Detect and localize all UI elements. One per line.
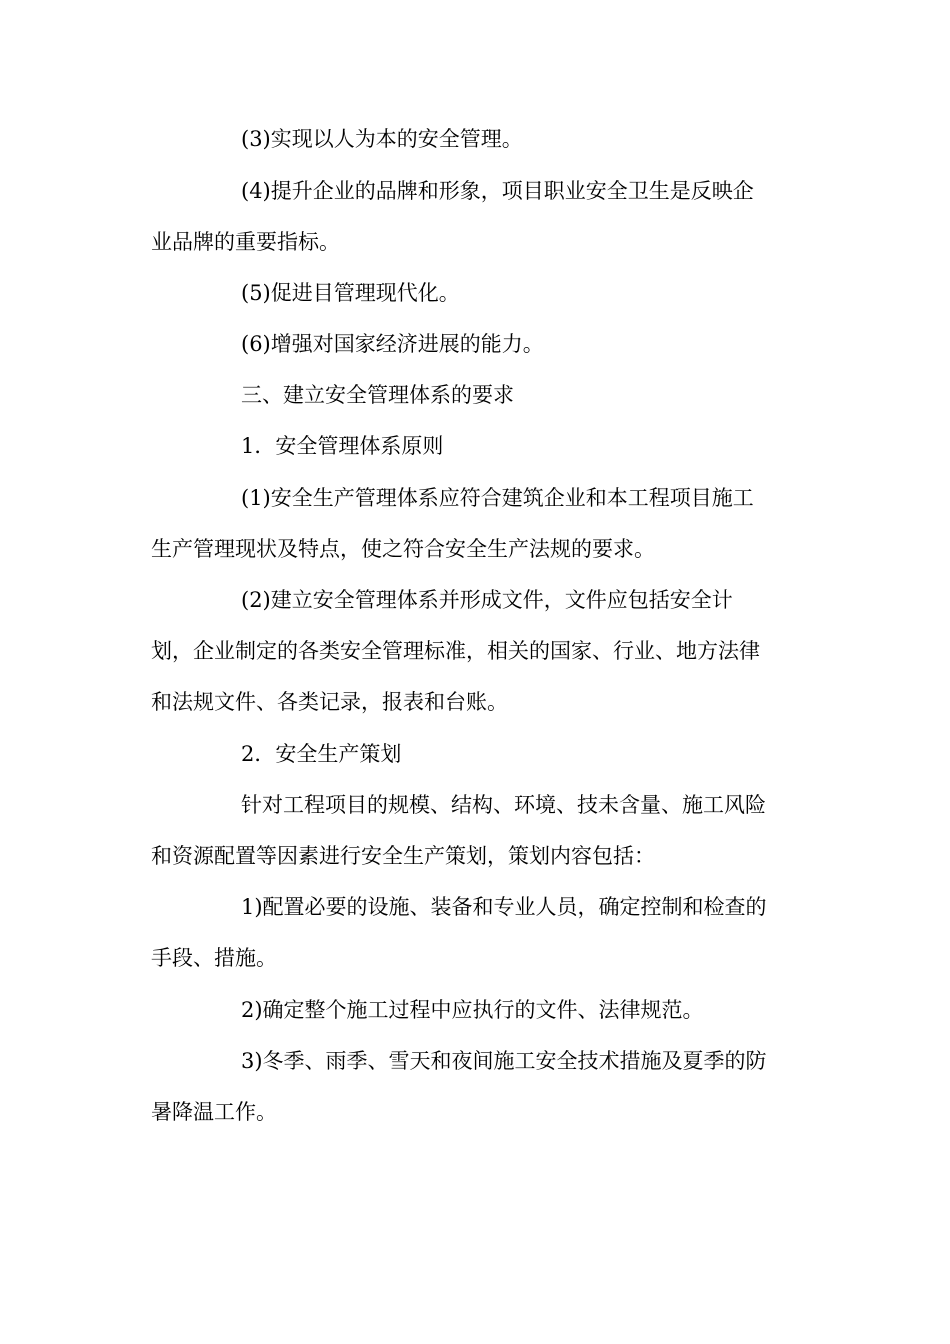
text-line: 和法规文件、各类记录，报表和台账。 (151, 690, 508, 714)
text-line: (3)实现以人为本的安全管理。 (241, 127, 523, 151)
text-line: (6)增强对国家经济进展的能力。 (241, 332, 544, 356)
text-line: 1)配置必要的设施、装备和专业人员，确定控制和检查的 (241, 895, 767, 919)
text-line: 和资源配置等因素进行安全生产策划，策划内容包括： (151, 844, 655, 868)
section-heading: 三、建立安全管理体系的要求 (241, 383, 514, 407)
text-line: (1)安全生产管理体系应符合建筑企业和本工程项目施工 (241, 486, 754, 510)
text-line: 手段、措施。 (151, 946, 277, 970)
text-line: 生产管理现状及特点，使之符合安全生产法规的要求。 (151, 537, 655, 561)
text-line: 针对工程项目的规模、结构、环境、技未含量、施工风险 (241, 793, 766, 817)
subsection-heading: 1．安全管理体系原则 (241, 434, 444, 458)
text-line: 暑降温工作。 (151, 1100, 277, 1124)
text-line: (5)促进目管理现代化。 (241, 281, 460, 305)
text-line: 2)确定整个施工过程中应执行的文件、法律规范。 (241, 998, 704, 1022)
text-line: 业品牌的重要指标。 (151, 230, 340, 254)
text-line: 划，企业制定的各类安全管理标准，相关的国家、行业、地方法律 (151, 639, 760, 663)
text-line: (4)提升企业的品牌和形象，项目职业安全卫生是反映企 (241, 179, 754, 203)
subsection-heading: 2．安全生产策划 (241, 742, 402, 766)
text-line: 3)冬季、雨季、雪天和夜间施工安全技术措施及夏季的防 (241, 1049, 767, 1073)
text-line: (2)建立安全管理体系并形成文件，文件应包括安全计 (241, 588, 733, 612)
